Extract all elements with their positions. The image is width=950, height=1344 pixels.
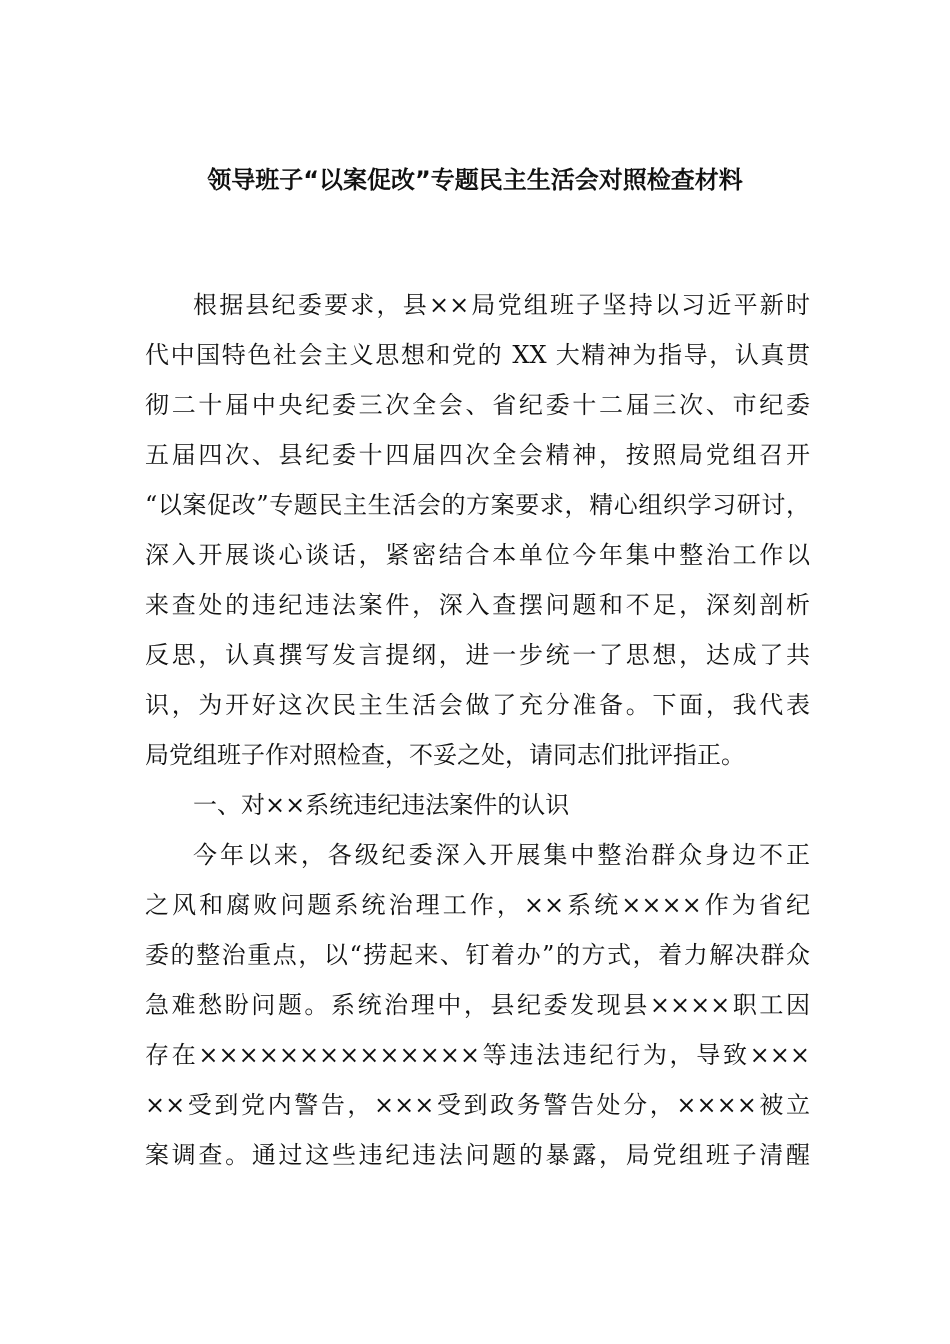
text-line: 今年以来，各级纪委深入开展集中整治群众身边不正 (193, 841, 810, 869)
text-line: ××受到党内警告，×××受到政务警告处分，××××被立 (145, 1091, 810, 1119)
paragraph-section-one (145, 830, 810, 1180)
text-line: 五届四次、县纪委十四届四次全会精神，按照局党组召开 (145, 441, 810, 469)
text-line: 反思，认真撰写发言提纲，进一步统一了思想，达成了共 (145, 641, 810, 669)
text-line: 彻二十届中央纪委三次全会、省纪委十二届三次、市纪委 (145, 391, 810, 419)
text-line: 识，为开好这次民主生活会做了充分准备。下面，我代表 (145, 691, 810, 719)
text-line: 来查处的违纪违法案件，深入查摆问题和不足，深刻剖析 (145, 591, 810, 619)
document-body (145, 280, 810, 1180)
paragraph-intro (145, 280, 810, 780)
text-line: 之风和腐败问题系统治理工作，××系统××××作为省纪 (145, 891, 810, 919)
document-title: 领导班子“以案促改”专题民主生活会对照检查材料 (207, 166, 743, 194)
text-line: 急难愁盼问题。系统治理中，县纪委发现县××××职工因 (145, 991, 810, 1019)
text-line: 存在××××××××××××××等违法违纪行为，导致××× (145, 1041, 810, 1069)
text-line: “以案促改”专题民主生活会的方案要求，精心组织学习研讨， (145, 491, 810, 519)
text-line: 深入开展谈心谈话，紧密结合本单位今年集中整治工作以 (145, 541, 810, 569)
section-heading (145, 780, 810, 830)
text-line: 案调查。通过这些违纪违法问题的暴露，局党组班子清醒 (145, 1141, 810, 1169)
text-line: 委的整治重点，以“捞起来、钉着办”的方式，着力解决群众 (145, 941, 810, 969)
text-line: 根据县纪委要求，县××局党组班子坚持以习近平新时 (193, 291, 810, 319)
text-line: 代中国特色社会主义思想和党的 XX 大精神为指导，认真贯 (145, 341, 810, 369)
heading-line: 一、对××系统违纪违法案件的认识 (193, 791, 570, 819)
text-line: 局党组班子作对照检查，不妥之处，请同志们批评指正。 (145, 741, 745, 769)
